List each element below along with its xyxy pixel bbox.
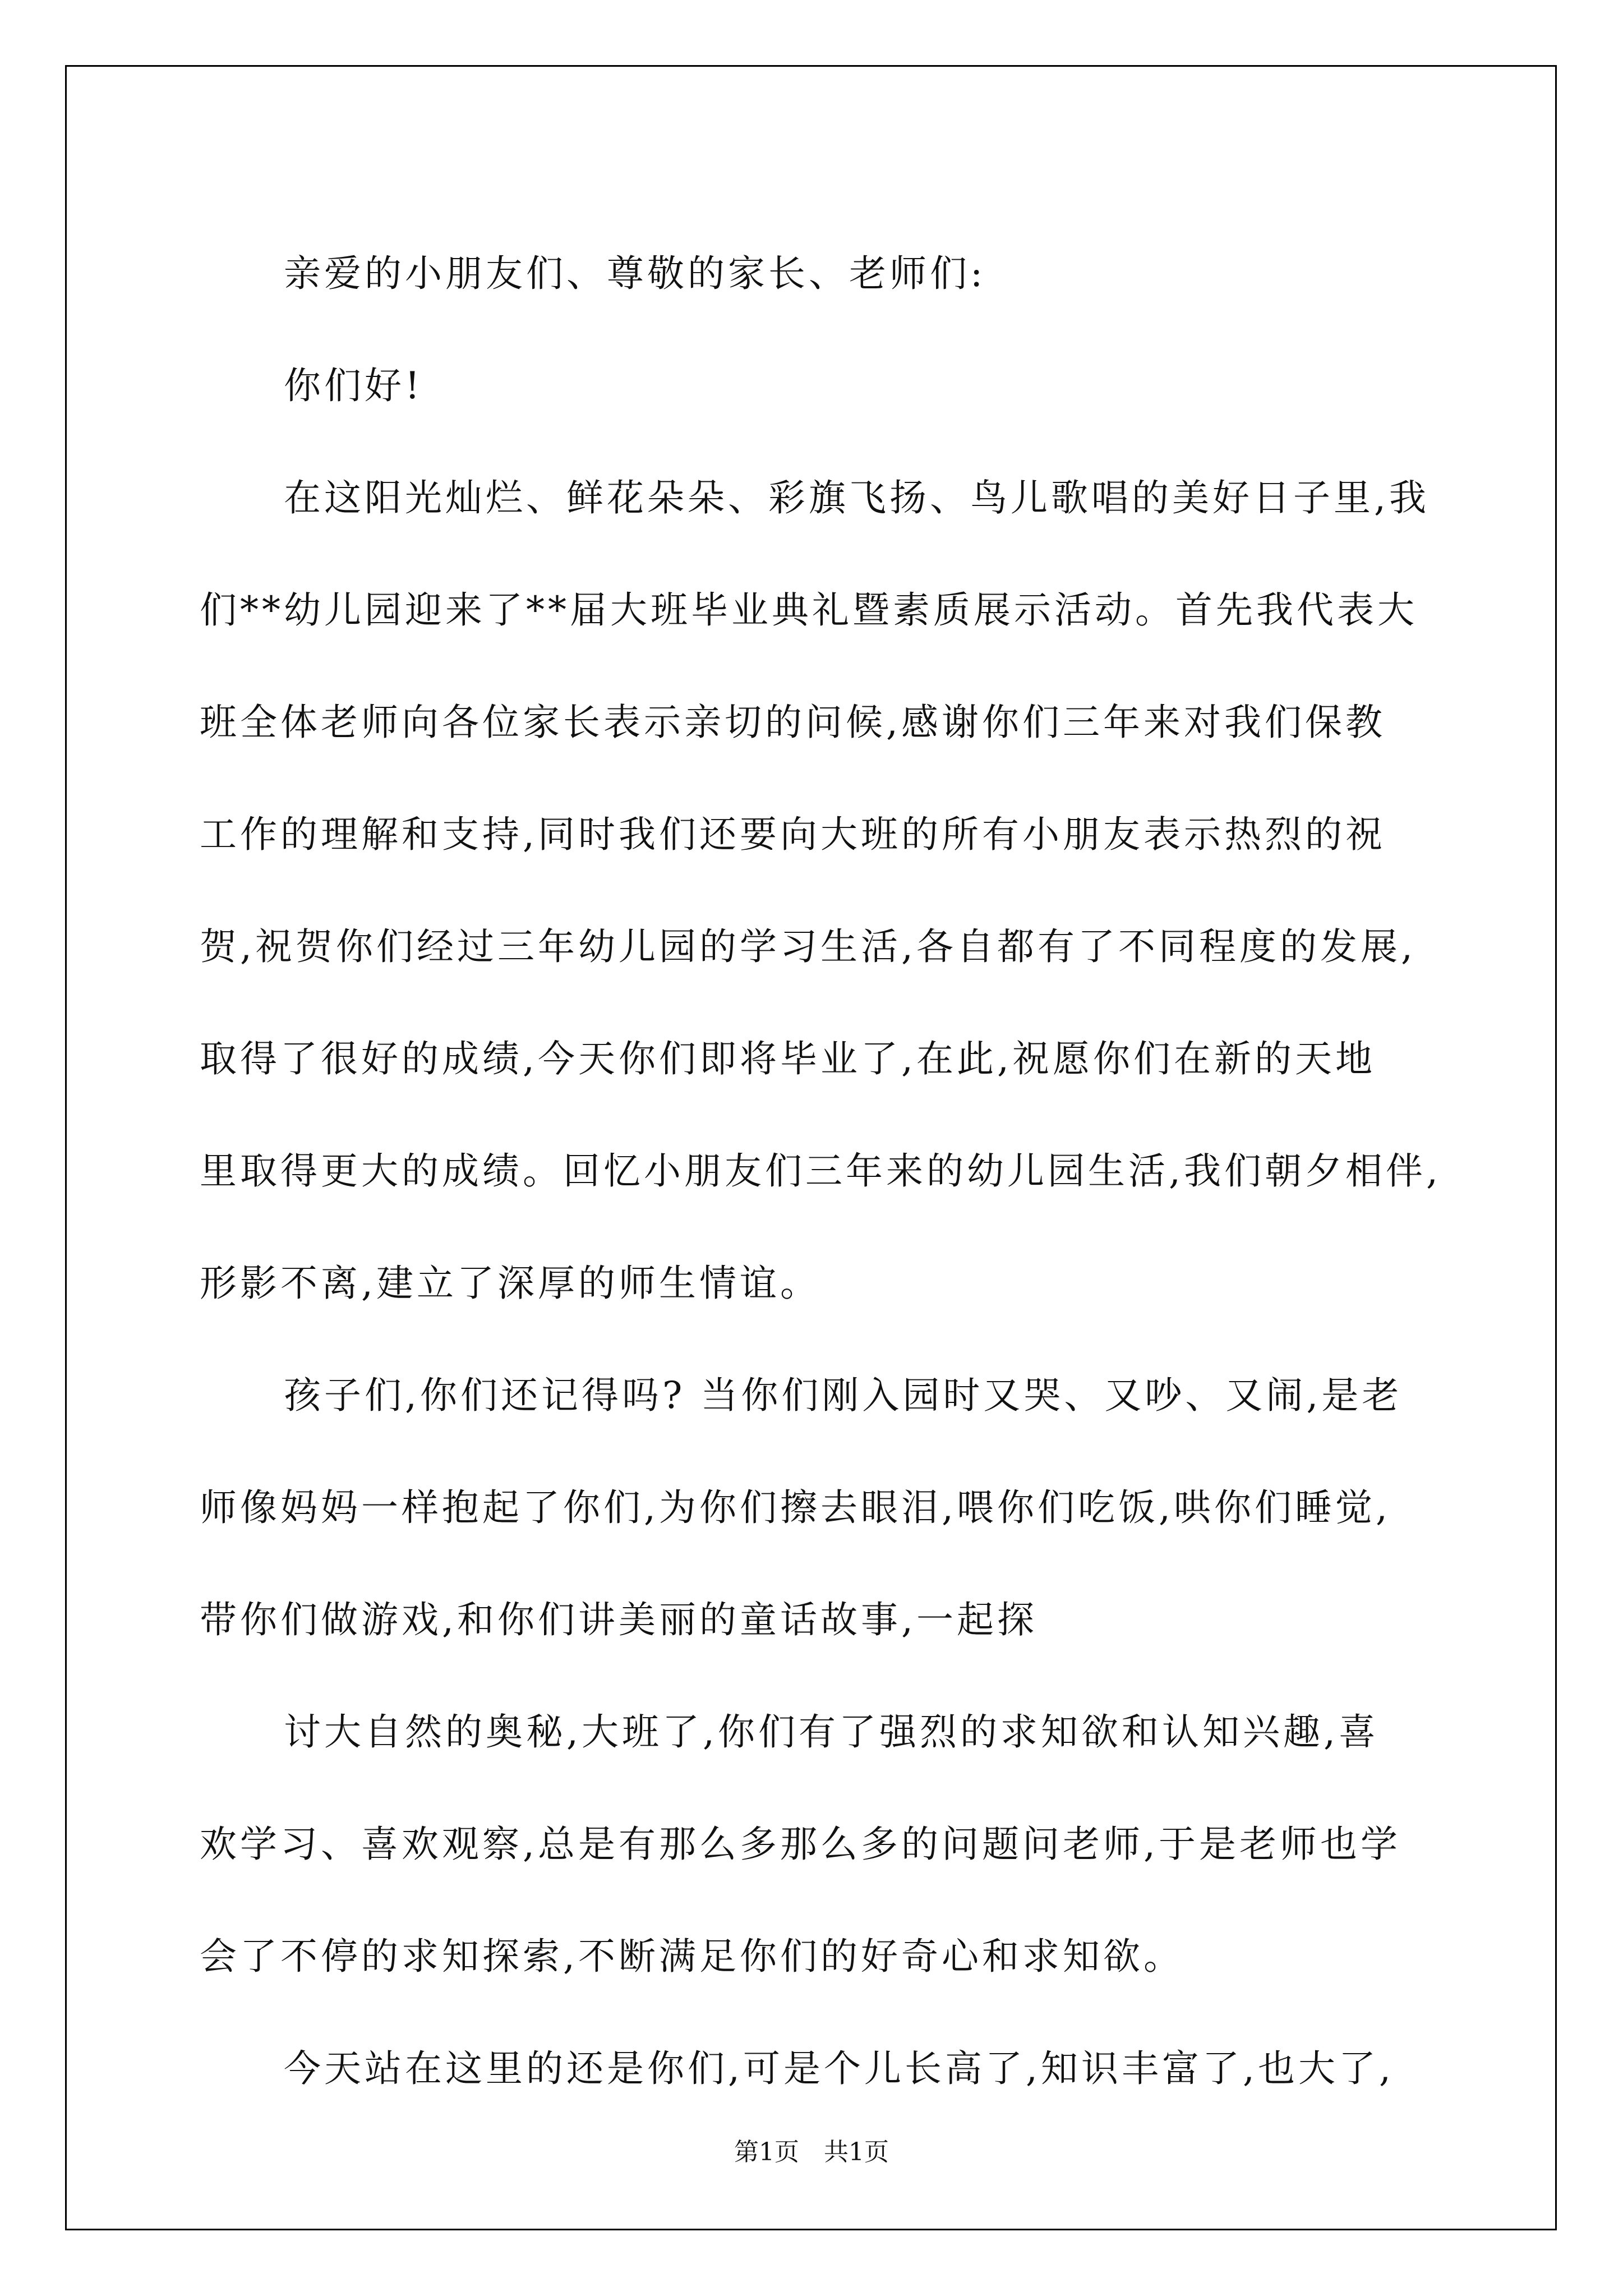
text-line: 形影不离,建立了深厚的师生情谊。 bbox=[200, 1262, 820, 1305]
text-line: 取得了很好的成绩,今天你们即将毕业了,在此,祝愿你们在新的天地 bbox=[200, 1037, 1376, 1080]
text-line: 会了不停的求知探索,不断满足你们的好奇心和求知欲。 bbox=[200, 1935, 1184, 1978]
text-line: 欢学习、喜欢观察,总是有那么多那么多的问题问老师,于是老师也学 bbox=[200, 1823, 1401, 1866]
text-line: 里取得更大的成绩。回忆小朋友们三年来的幼儿园生活,我们朝夕相伴, bbox=[200, 1149, 1441, 1193]
text-line: 讨大自然的奥秘,大班了,你们有了强烈的求知欲和认知兴趣,喜 bbox=[284, 1710, 1379, 1754]
text-line: 孩子们,你们还记得吗? 当你们刚入园时又哭、又吵、又闹,是老 bbox=[284, 1374, 1403, 1417]
text-line: 今天站在这里的还是你们,可是个儿长高了,知识丰富了,也大了, bbox=[284, 2047, 1394, 2090]
text-line: 工作的理解和支持,同时我们还要向大班的所有小朋友表示热烈的祝 bbox=[200, 813, 1386, 856]
text-line: 贺,祝贺你们经过三年幼儿园的学习生活,各自都有了不同程度的发展, bbox=[200, 925, 1416, 968]
text-line: 班全体老师向各位家长表示亲切的问候,感谢你们三年来对我们保教 bbox=[200, 701, 1386, 744]
page-number-footer: 第1页 共1页 bbox=[734, 2138, 889, 2166]
text-line: 亲爱的小朋友们、尊敬的家长、老师们: bbox=[284, 252, 986, 295]
document-body bbox=[200, 218, 1439, 2125]
text-line: 在这阳光灿烂、鲜花朵朵、彩旗飞扬、鸟儿歌唱的美好日子里,我 bbox=[284, 476, 1430, 519]
text-line: 你们好! bbox=[284, 364, 423, 407]
text-line: 们**幼儿园迎来了**届大班毕业典礼暨素质展示活动。首先我代表大 bbox=[200, 588, 1418, 632]
text-line: 带你们做游戏,和你们讲美丽的童话故事,一起探 bbox=[200, 1598, 1038, 1641]
text-line: 师像妈妈一样抱起了你们,为你们擦去眼泪,喂你们吃饭,哄你们睡觉, bbox=[200, 1486, 1391, 1529]
